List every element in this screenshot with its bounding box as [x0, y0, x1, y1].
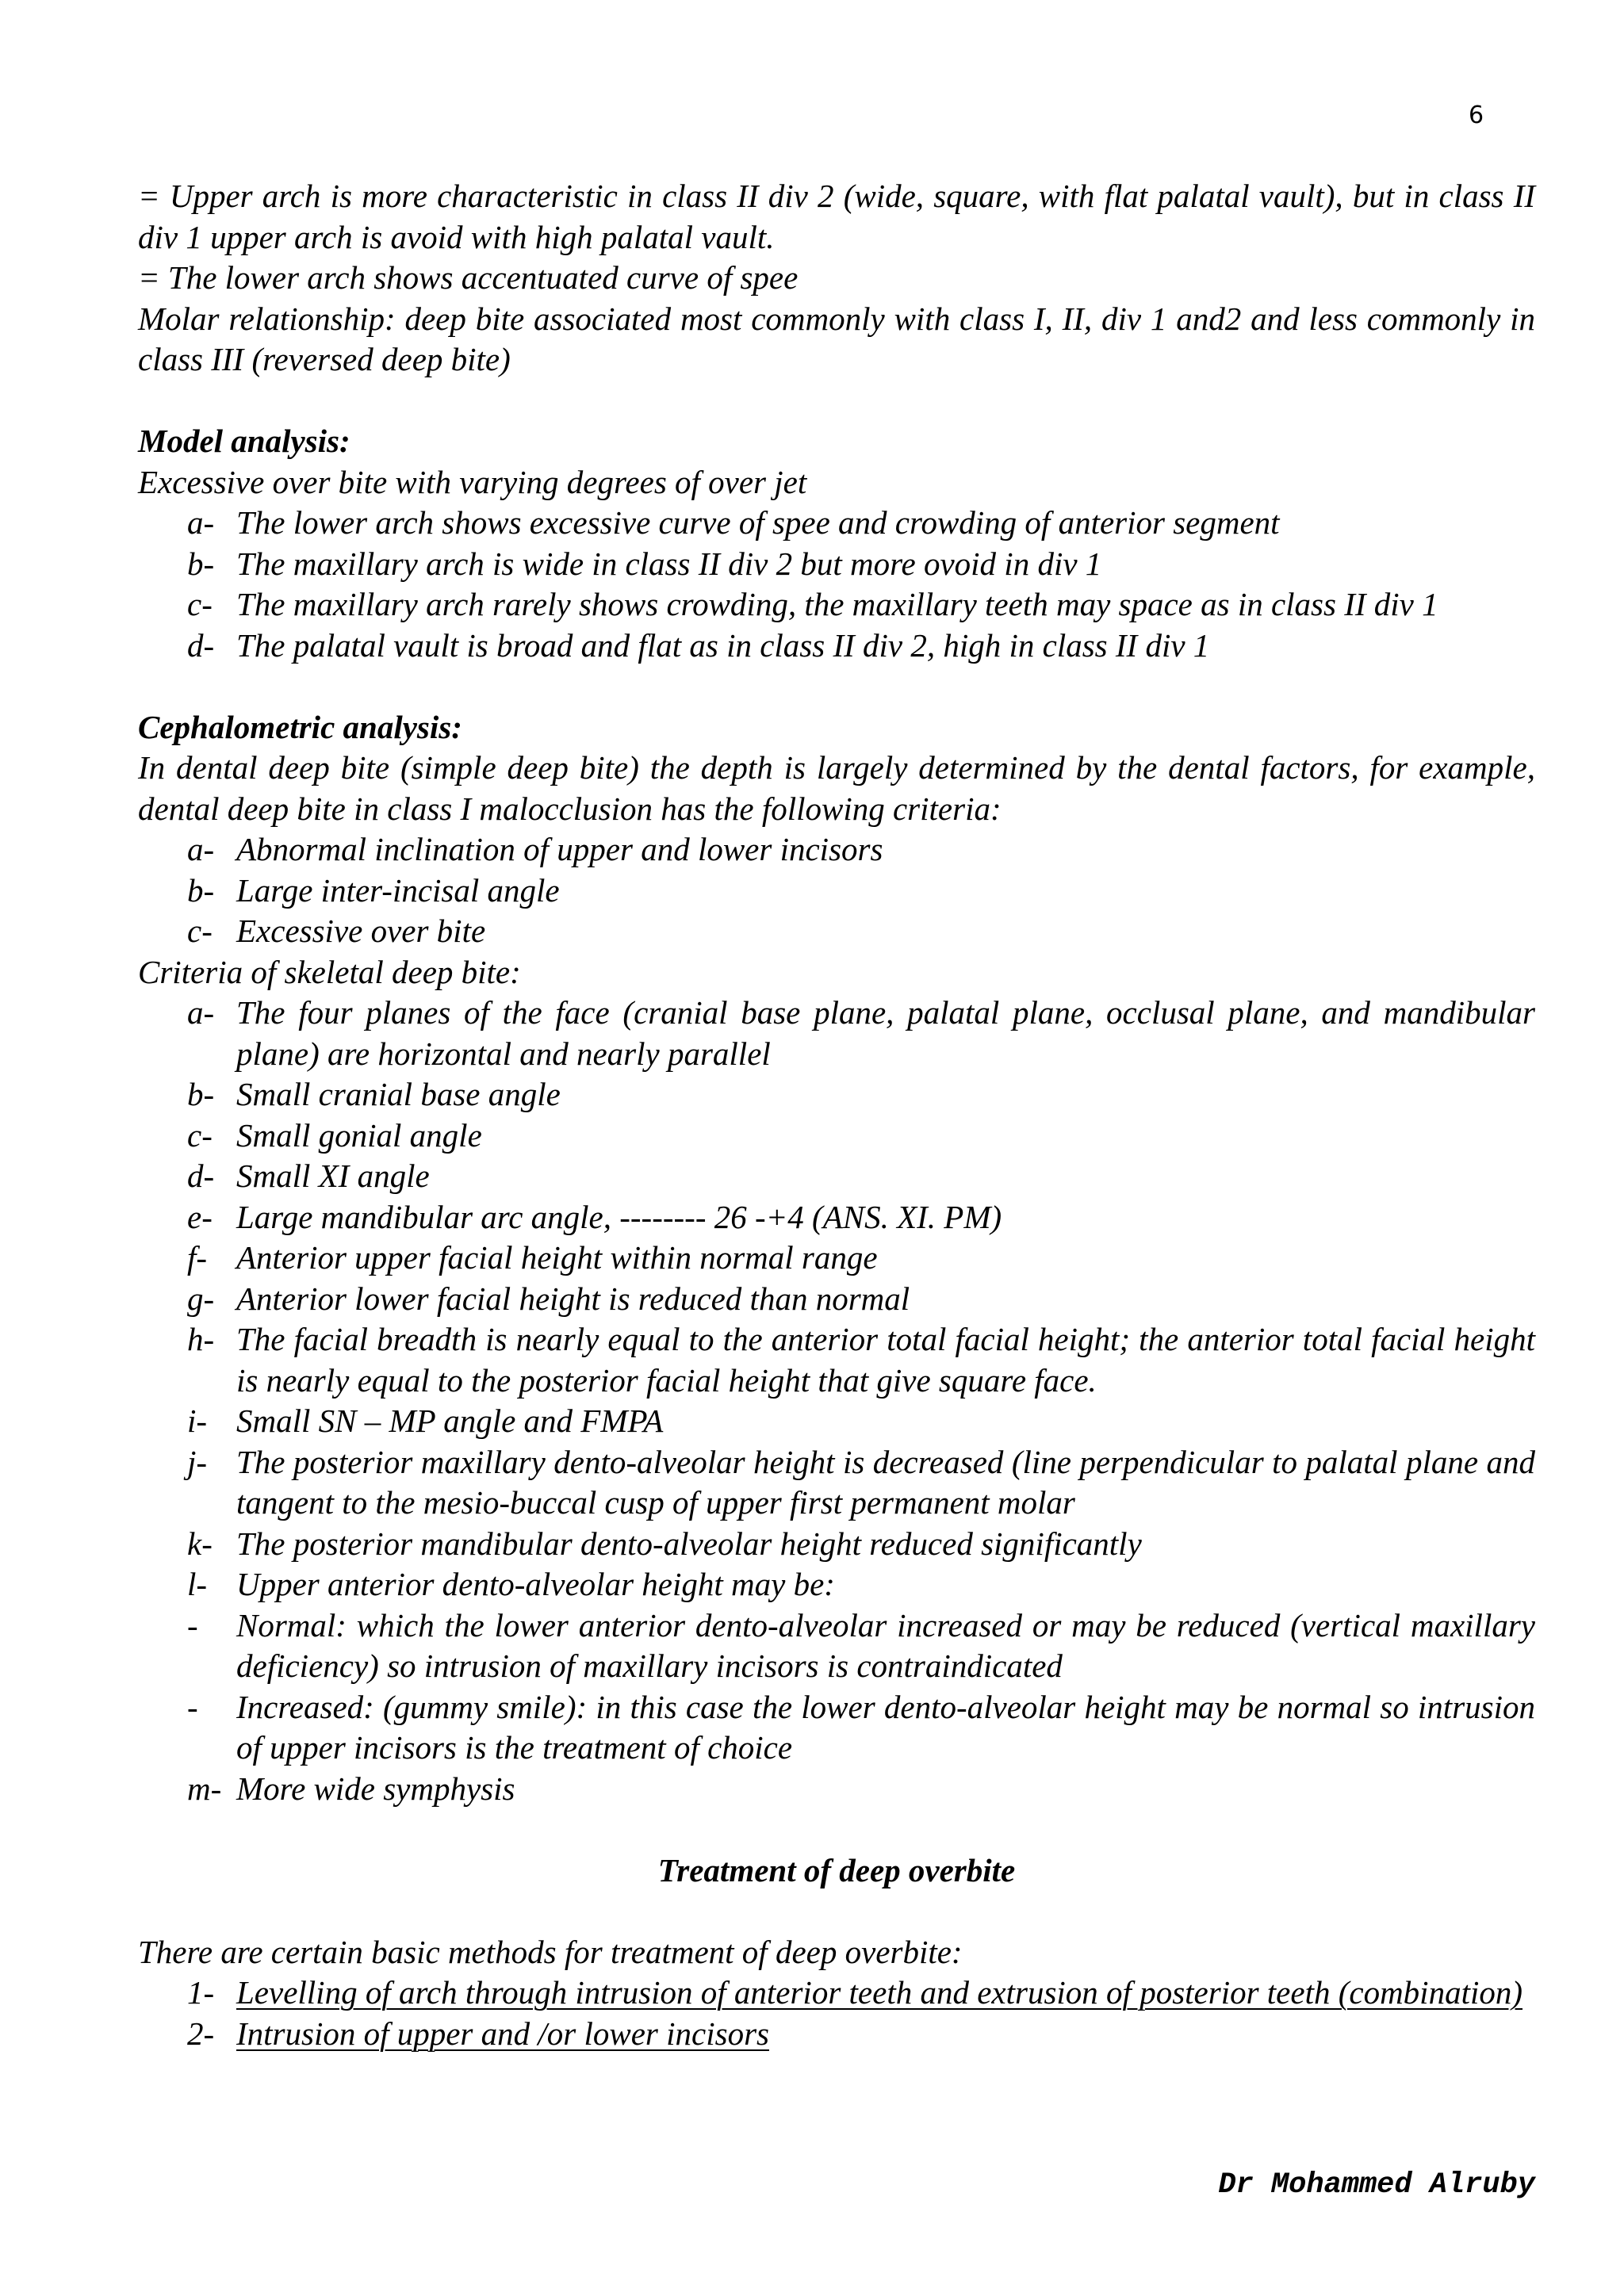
list-item: [138, 584, 1535, 626]
list-item: [138, 1401, 1535, 1442]
list-marker: m-: [187, 1770, 222, 1807]
list-marker: h-: [187, 1321, 215, 1357]
skeletal-criteria-intro: Criteria of skeletal deep bite:: [138, 953, 521, 990]
list-item-text: Large mandibular arc angle, -------- 26 -+4 (ANS. XI. PM): [236, 1198, 1002, 1235]
list-marker: l-: [187, 1566, 208, 1602]
list-marker: a-: [187, 504, 215, 541]
list-item: [138, 1074, 1535, 1115]
list-marker: 2-: [187, 2015, 215, 2052]
list-item: [138, 1197, 1535, 1238]
list-marker: -: [187, 1606, 198, 1644]
list-marker: b-: [187, 545, 215, 582]
list-marker: c-: [187, 1116, 213, 1154]
skeletal-criteria-list: [138, 993, 1535, 1809]
list-item: [138, 2014, 1535, 2055]
list-item: [138, 503, 1535, 544]
list-marker: c-: [187, 586, 213, 622]
list-marker: c-: [187, 913, 213, 949]
list-item: [138, 626, 1535, 667]
list-item-text: The maxillary arch is wide in class II div 2 but more ovoid in div 1: [236, 545, 1102, 582]
list-item: [138, 993, 1535, 1074]
list-item: [138, 1687, 1535, 1769]
list-item-text: The lower arch shows excessive curve of spee and crowding of anterior segment: [236, 504, 1280, 541]
list-item: [138, 911, 1535, 952]
page-number: 6: [1469, 101, 1484, 129]
document-body: [138, 176, 1535, 2054]
list-item: [138, 1605, 1535, 1687]
intro-line: Molar relationship: deep bite associated most commonly with class I, II, div 1 and2 and less commonly in class III (reversed deep bite): [138, 300, 1535, 377]
list-item-text: Normal: which the lower anterior dento-alveolar increased or may be reduced (vertical maxillary deficiency) so intrusion of maxillary incisors is contraindicated: [236, 1606, 1535, 1684]
list-item-text: Levelling of arch through intrusion of anterior teeth and extrusion of posterior teeth (combination): [236, 1974, 1523, 2011]
section-heading-treatment: Treatment of deep overbite: [657, 1851, 1016, 1888]
list-item: [138, 1319, 1535, 1401]
list-item-text: The maxillary arch rarely shows crowding, the maxillary teeth may space as in class II div 1: [236, 586, 1438, 622]
list-item-text: Increased: (gummy smile): in this case the lower dento-alveolar height may be normal so intrusion of upper incisors is the treatment of choice: [236, 1688, 1535, 1766]
list-item-text: Upper anterior dento-alveolar height may be:: [236, 1566, 835, 1602]
list-item: [138, 544, 1535, 585]
list-marker: e-: [187, 1198, 213, 1235]
list-item: [138, 1524, 1535, 1565]
author-footer: Dr Mohammed Alruby: [1218, 2168, 1535, 2202]
list-marker: 1-: [187, 1974, 215, 2011]
list-item-text: Small XI angle: [236, 1158, 430, 1194]
intro-line: = The lower arch shows accentuated curve of spee: [138, 259, 799, 296]
list-item-text: More wide symphysis: [236, 1770, 515, 1807]
list-marker: f-: [187, 1239, 208, 1276]
treatment-methods-list: [138, 1973, 1535, 2054]
list-marker: d-: [187, 1158, 215, 1194]
list-item-text: Small gonial angle: [236, 1116, 482, 1154]
section-intro: There are certain basic methods for treatment of deep overbite:: [138, 1933, 963, 1970]
list-marker: i-: [187, 1402, 208, 1439]
list-item: [138, 1156, 1535, 1197]
list-item: [138, 1564, 1535, 1605]
list-marker: a-: [187, 831, 215, 867]
list-item-text: Abnormal inclination of upper and lower incisors: [236, 831, 883, 867]
section-heading-model-analysis: Model analysis:: [138, 423, 350, 459]
model-analysis-list: [138, 503, 1535, 666]
list-marker: g-: [187, 1280, 215, 1317]
list-item-text: Anterior upper facial height within normal range: [236, 1239, 878, 1276]
dental-criteria-list: [138, 829, 1535, 952]
list-item: [138, 829, 1535, 871]
section-intro: Excessive over bite with varying degrees of over jet: [138, 463, 807, 500]
list-item: [138, 1769, 1535, 1810]
list-item-text: Large inter-incisal angle: [236, 871, 560, 909]
section-intro: In dental deep bite (simple deep bite) the depth is largely determined by the dental factors, for example, dental deep bite in class I malocclusion has the following criteria:: [138, 749, 1535, 827]
list-item-text: Anterior lower facial height is reduced than normal: [236, 1280, 910, 1317]
section-heading-cephalometric-analysis: Cephalometric analysis:: [138, 708, 462, 745]
list-marker: -: [187, 1688, 198, 1725]
list-item-text: Excessive over bite: [236, 913, 486, 949]
intro-line: = Upper arch is more characteristic in class II div 2 (wide, square, with flat palatal vault), but in class II div 1 upper arch is avoid with high palatal vault.: [138, 178, 1535, 255]
list-marker: b-: [187, 871, 215, 909]
list-marker: j-: [187, 1443, 208, 1480]
list-item: [138, 1115, 1535, 1157]
list-item-text: The posterior mandibular dento-alveolar height reduced significantly: [236, 1525, 1142, 1562]
list-marker: d-: [187, 626, 215, 664]
list-item-text: The palatal vault is broad and flat as in class II div 2, high in class II div 1: [236, 626, 1210, 664]
list-marker: a-: [187, 994, 215, 1031]
list-item-text: The facial breadth is nearly equal to the anterior total facial height; the anterior total facial height is nearly equal to the posterior facial height that give square face.: [236, 1321, 1535, 1399]
list-item-text: Small cranial base angle: [236, 1076, 561, 1112]
list-marker: b-: [187, 1076, 215, 1112]
list-item-text: The posterior maxillary dento-alveolar height is decreased (line perpendicular to palatal plane and tangent to the mesio-buccal cusp of upper first permanent molar: [236, 1443, 1535, 1521]
list-item: [138, 1238, 1535, 1279]
list-item: [138, 871, 1535, 912]
list-item-text: Small SN – MP angle and FMPA: [236, 1402, 664, 1439]
list-item: [138, 1442, 1535, 1524]
list-item: [138, 1279, 1535, 1320]
list-marker: k-: [187, 1525, 213, 1562]
list-item-text: Intrusion of upper and /or lower incisors: [236, 2015, 769, 2052]
list-item-text: The four planes of the face (cranial base plane, palatal plane, occlusal plane, and mandibular plane) are horizontal and nearly parallel: [236, 994, 1535, 1072]
list-item: [138, 1973, 1535, 2014]
